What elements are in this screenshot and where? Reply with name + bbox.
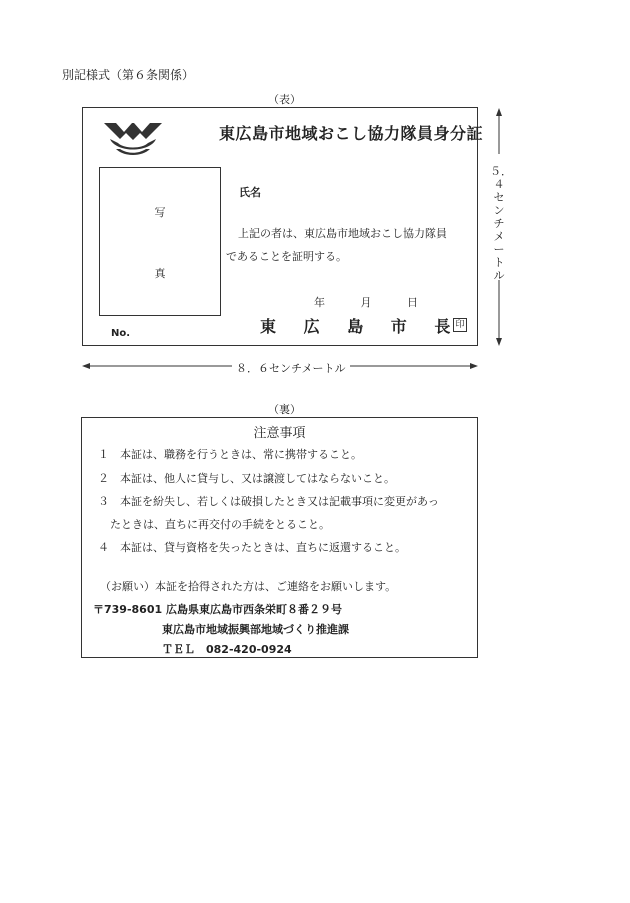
date-day: 日 — [407, 296, 418, 309]
issuer-name — [260, 314, 472, 337]
certification-line-2: であることを証明する。 — [226, 250, 347, 263]
rule-number: ２ — [98, 472, 109, 485]
rule-text: 本証を紛失し、若しくは破損したとき又は記載事項に変更があっ — [120, 495, 439, 508]
back-side-label: （裏） — [268, 403, 301, 416]
date-year: 年 — [314, 296, 325, 309]
issuer-char: 東 — [260, 317, 277, 336]
height-dimension-label: ５．４センチメートル — [490, 165, 512, 282]
issuer-char: 島 — [347, 317, 364, 336]
rule-item — [98, 493, 439, 509]
name-label: 氏名 — [239, 186, 261, 199]
rule-number: ３ — [98, 495, 109, 508]
official-seal: 印 — [453, 318, 467, 332]
rule-text: 本証は、職務を行うときは、常に携帯すること。 — [120, 448, 362, 461]
issue-date — [314, 294, 450, 310]
rule-item — [98, 470, 395, 486]
card-title: 東広島市地域おこし協力隊員身分証 — [219, 124, 484, 143]
rule-number: １ — [98, 448, 109, 461]
rule-text: 本証は、他人に貸与し、又は譲渡してはならないこと。 — [120, 472, 395, 485]
rule-text: たときは、直ちに再交付の手続をとること。 — [110, 518, 330, 531]
front-side-label: （表） — [268, 93, 301, 106]
contact-department: 東広島市地域振興部地域づくり推進課 — [162, 623, 349, 636]
photo-char: 写 — [154, 206, 166, 219]
card-number-label: No. — [111, 328, 131, 339]
contact-request: （お願い）本証を拾得された方は、ご連絡をお願いします。 — [100, 580, 397, 593]
notes-title: 注意事項 — [253, 426, 306, 441]
rule-item — [98, 446, 362, 462]
issuer-char: 長 — [434, 317, 451, 336]
photo-box — [99, 167, 221, 316]
width-dimension-label: ８．６センチメートル — [232, 360, 350, 376]
photo-char: 真 — [154, 267, 166, 280]
issuer-char: 市 — [390, 317, 407, 336]
city-emblem-icon — [102, 119, 164, 157]
contact-address: 〒739-8601 広島県東広島市西条栄町８番２９号 — [93, 603, 342, 616]
certification-line-1: 上記の者は、東広島市地域おこし協力隊員 — [238, 227, 447, 240]
id-card-front — [82, 107, 484, 346]
rule-text: 本証は、貸与資格を失ったときは、直ちに返還すること。 — [120, 541, 406, 554]
form-title: 別記様式（第６条関係） — [62, 68, 195, 82]
id-card-back — [81, 417, 478, 658]
rule-number: ４ — [98, 541, 109, 554]
rule-item — [98, 539, 406, 555]
contact-phone: ＴＥＬ 082-420-0924 — [162, 643, 292, 656]
issuer-char: 広 — [303, 317, 320, 336]
date-month: 月 — [360, 296, 372, 309]
rule-item-continuation — [110, 516, 330, 532]
